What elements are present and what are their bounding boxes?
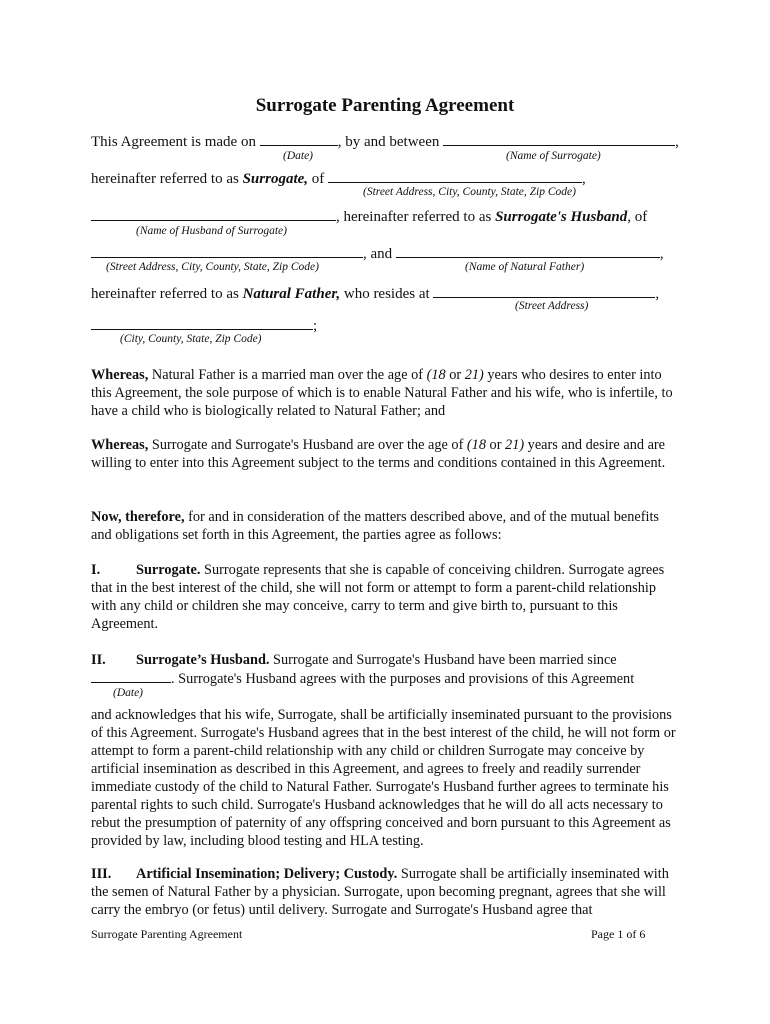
husband-term: Surrogate's Husband: [495, 209, 628, 225]
intro-line-2: [91, 168, 586, 188]
intro-line-3: [91, 206, 647, 226]
address-caption: (Street Address, City, County, State, Zip Code): [363, 186, 576, 198]
para-text: and acknowledges that his wife, Surrogate, shall be artificially inseminated pursuant to the provisions of this Agreement. Surrogate's Husband agrees that in the best interest of the child, he will not form or attempt to form a parent-child relationship with any child or children Surrogate may conceive by artificial insemination as described in this Agreement, and agrees to freely and readily surrender immediate custody of the child to Natural Father. Surrogate's Husband further agrees to terminate his parental rights to such child. Surrogate's Husband acknowledges that he will do all acts necessary to rebut the presumption of paternity of any offspring conceived and born pursuant to this Agreement as provided by law, including blood testing and HLA testing.: [91, 707, 676, 849]
para-text: or: [445, 367, 465, 383]
date-caption: (Date): [283, 150, 314, 162]
para-text: Surrogate and Surrogate's Husband are over the age of: [148, 437, 467, 453]
section-number: II.: [91, 652, 106, 668]
intro-text: hereinafter referred to as: [91, 286, 239, 302]
whereas-paragraph-2: [91, 436, 681, 472]
age-option: (18: [426, 367, 446, 383]
para-text: or: [485, 437, 506, 453]
intro-text: , by and between: [337, 134, 440, 150]
section-heading: Surrogate.: [136, 562, 201, 578]
now-therefore-paragraph: [91, 508, 681, 544]
father-name-blank[interactable]: [396, 243, 660, 258]
father-street-blank[interactable]: [433, 283, 655, 298]
section-1: [91, 561, 681, 633]
intro-line-4: [91, 243, 664, 263]
para-text: years who desires to enter into this Agreement, the sole purpose of which is to enable Natural Father and his wife, who is infertile, to have a child who is biologically related to Natural Father; and: [91, 367, 673, 419]
intro-text: who resides at: [343, 286, 430, 302]
para-text: Natural Father is a married man over the age of: [148, 367, 427, 383]
date-blank[interactable]: [260, 131, 338, 146]
intro-line-1: [91, 131, 679, 151]
intro-text: , of: [627, 209, 648, 225]
age-option: 21): [505, 437, 525, 453]
section-heading: Artificial Insemination; Delivery; Custody.: [136, 866, 398, 882]
now-therefore-lead: Now, therefore,: [91, 509, 185, 525]
para-text: Surrogate represents that she is capable of conceiving children. Surrogate agrees that in the best interest of the child, she will not form or attempt to form a parent-child relationship with any child or children she may conceive, carry to term and give birth to, pursuant to this Agreement.: [91, 562, 665, 632]
section-number: III.: [91, 866, 112, 882]
address2-caption: (Street Address, City, County, State, Zip Code): [106, 261, 319, 273]
section-2-continued: [91, 706, 681, 850]
marriage-date-blank[interactable]: [91, 669, 171, 683]
surrogate-term: Surrogate,: [242, 171, 309, 187]
para-text: Surrogate and Surrogate's Husband have been married since: [269, 652, 617, 668]
intro-text: , hereinafter referred to as: [336, 209, 492, 225]
marriage-date-caption: (Date): [113, 687, 144, 699]
intro-text: ,: [675, 134, 679, 150]
whereas-paragraph-1: [91, 366, 681, 420]
age-option: 21): [464, 367, 484, 383]
para-text: . Surrogate's Husband agrees with the purposes and provisions of this Agreement: [171, 671, 635, 687]
father-name-caption: (Name of Natural Father): [465, 261, 585, 273]
father-city-blank[interactable]: [91, 315, 313, 330]
intro-text: of: [311, 171, 325, 187]
husband-name-blank[interactable]: [91, 206, 336, 221]
surrogate-address-blank[interactable]: [328, 168, 582, 183]
husband-name-caption: (Name of Husband of Surrogate): [136, 225, 287, 237]
natural-father-term: Natural Father,: [242, 286, 341, 302]
page-number: Page 1 of 6: [591, 927, 646, 941]
intro-text: ;: [313, 318, 318, 334]
intro-text: hereinafter referred to as: [91, 171, 239, 187]
intro-text: This Agreement is made on: [91, 134, 256, 150]
section-3: [91, 865, 681, 919]
street-caption: (Street Address): [515, 300, 589, 312]
husband-address-blank[interactable]: [91, 243, 363, 258]
footer-title: Surrogate Parenting Agreement: [91, 927, 243, 941]
para-text: for and in consideration of the matters described above, and of the mutual benefits and obligations set forth in this Agreement, the parties agree as follows:: [91, 509, 660, 543]
surrogate-name-caption: (Name of Surrogate): [506, 150, 601, 162]
intro-text: ,: [582, 171, 586, 187]
para-text: Surrogate shall be artificially inseminated with the semen of Natural Father by a physician. Surrogate, upon becoming pregnant, agrees that she will carry the embryo (or fetus) until delivery. Surrogate and Surrogate's Husband agree that: [91, 866, 669, 918]
intro-text: ,: [659, 246, 664, 262]
intro-line-6: [91, 315, 317, 335]
intro-text: ,: [655, 286, 660, 302]
document-title: Surrogate Parenting Agreement: [255, 95, 515, 116]
para-text: years and desire and are willing to enter into this Agreement subject to the terms and conditions contained in this Agreement.: [91, 437, 666, 471]
section-2: [91, 651, 681, 688]
whereas-lead: Whereas,: [91, 437, 149, 453]
section-number: I.: [91, 562, 101, 578]
age-option: (18: [466, 437, 486, 453]
surrogate-name-blank[interactable]: [443, 131, 675, 146]
section-heading: Surrogate’s Husband.: [136, 652, 270, 668]
intro-text: , and: [363, 246, 393, 262]
city-caption: (City, County, State, Zip Code): [120, 333, 262, 345]
whereas-lead: Whereas,: [91, 367, 149, 383]
